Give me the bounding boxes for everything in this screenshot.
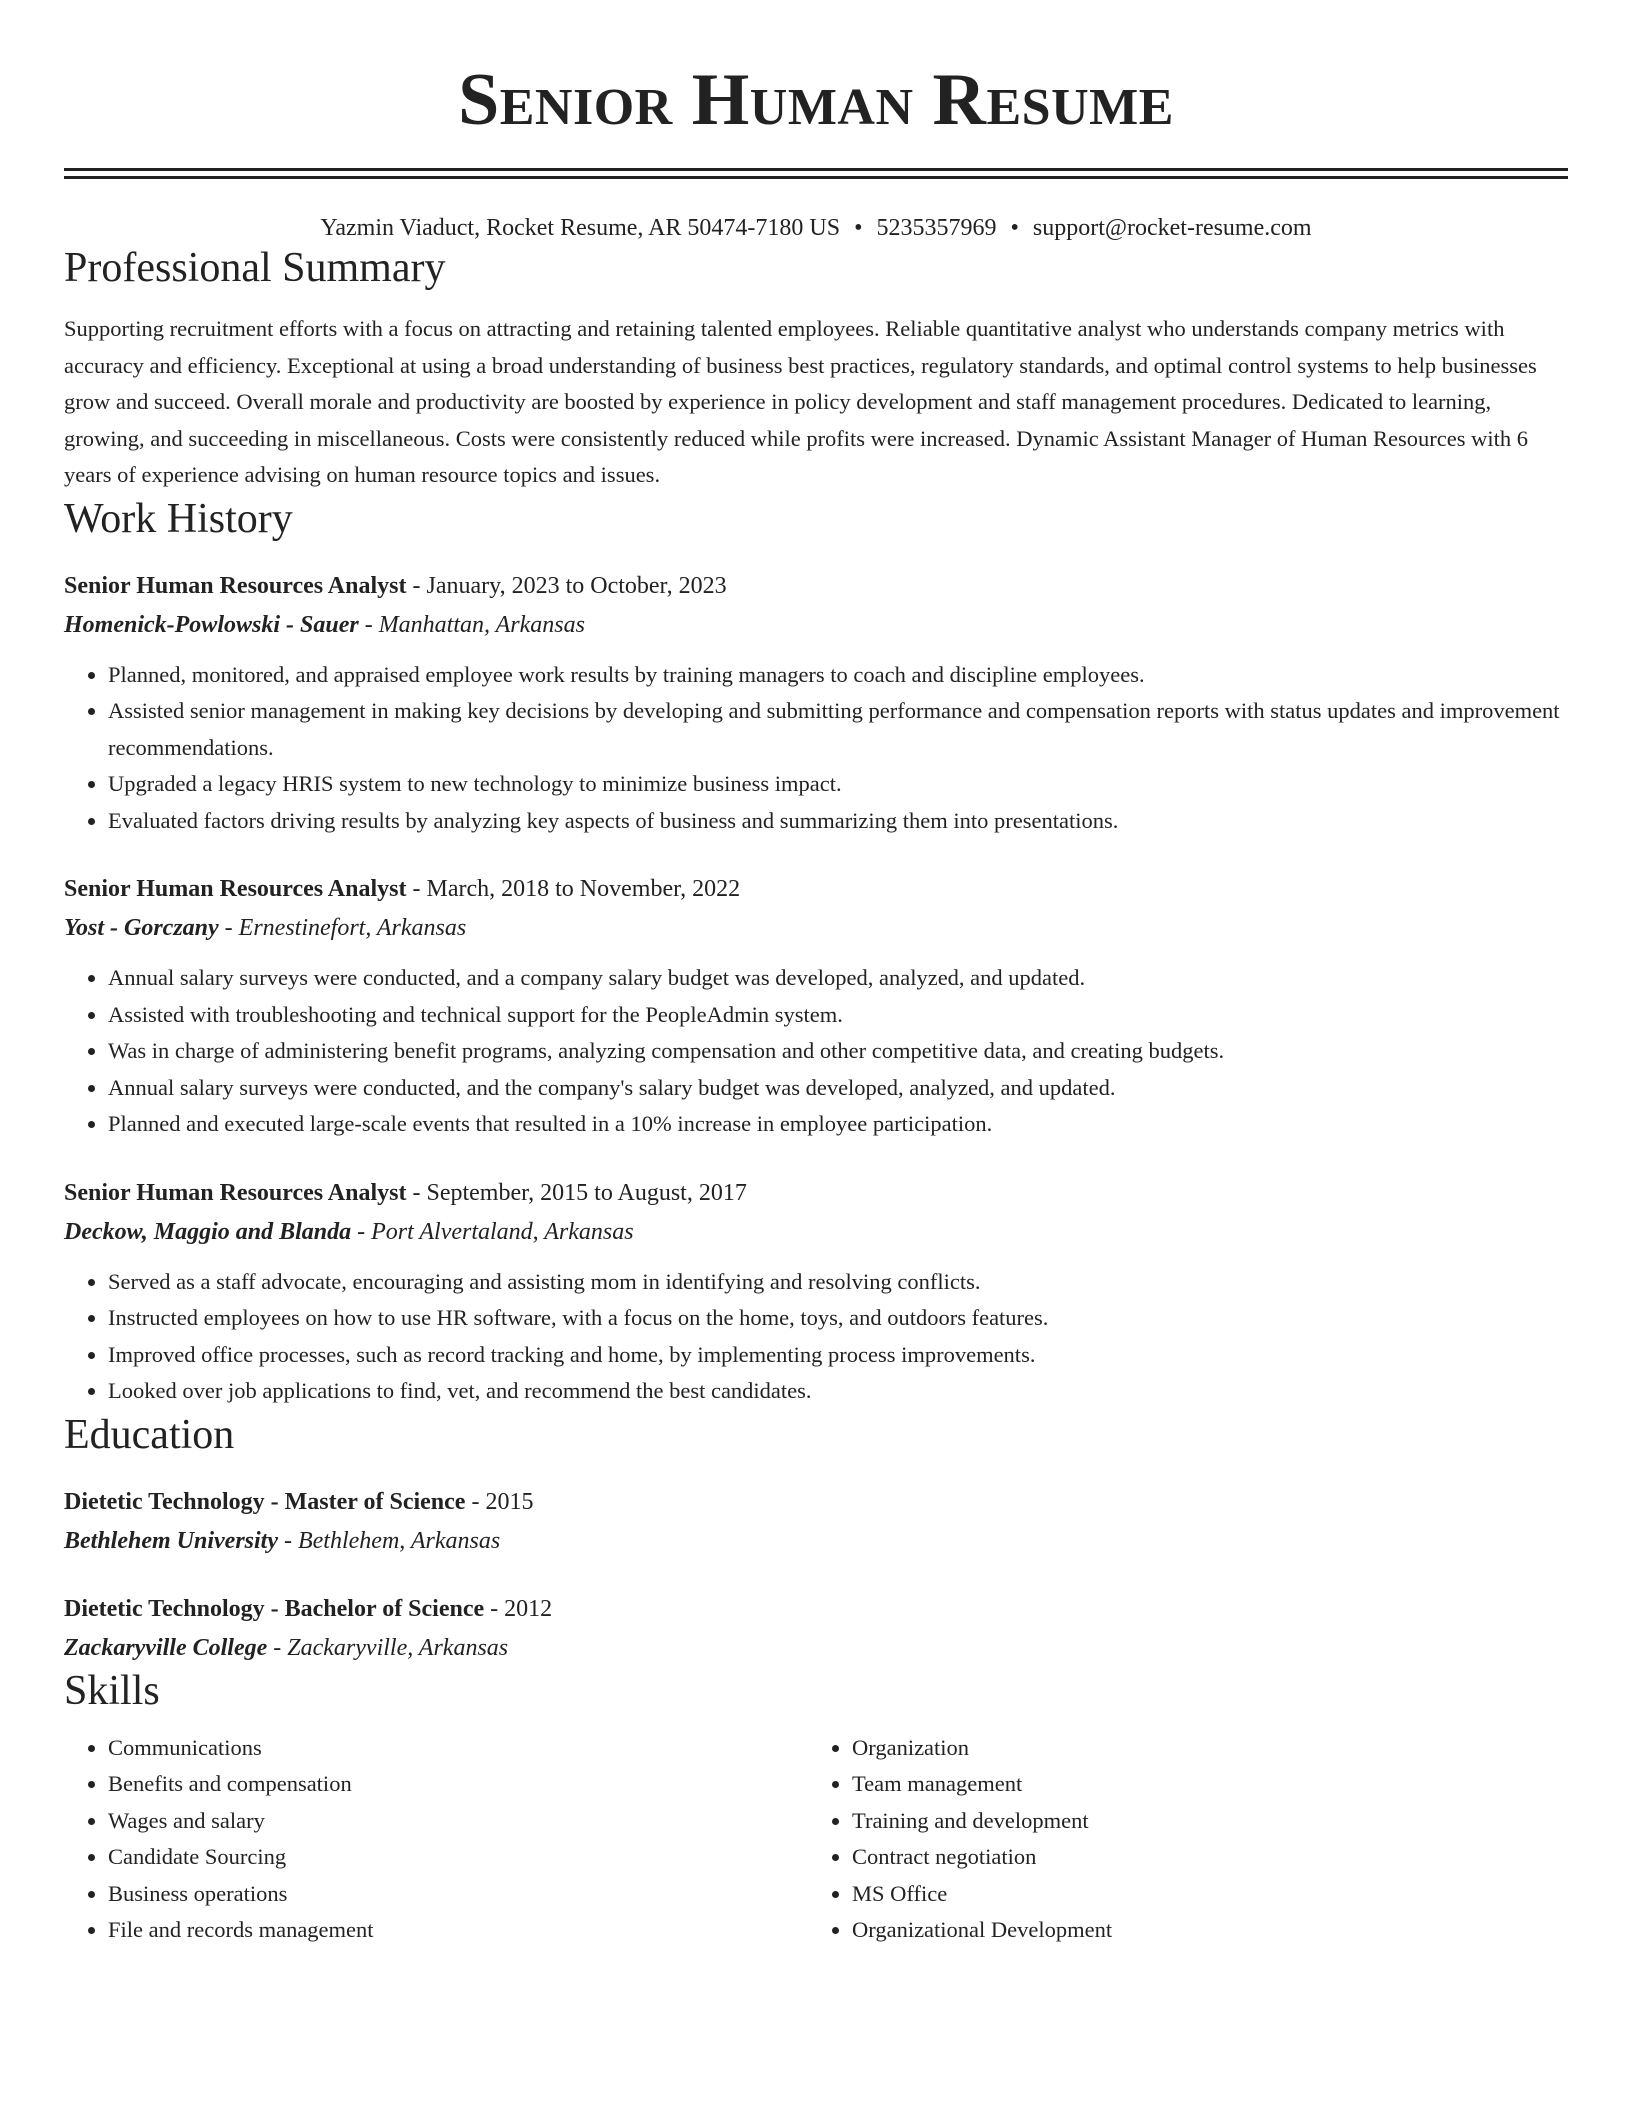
job-bullet: • Upgraded a legacy HRIS system to new technology to minimize business impact. bbox=[108, 766, 1568, 803]
skill-item: • Team management bbox=[852, 1766, 1552, 1803]
job-bullet: • Annual salary surveys were conducted, and the company's salary budget was developed, analyzed, and updated. bbox=[108, 1070, 1568, 1107]
education-entry bbox=[64, 1484, 1568, 1559]
dash: - bbox=[465, 1488, 486, 1515]
skills-list bbox=[64, 1730, 1568, 1949]
skills-column-left bbox=[64, 1730, 808, 1949]
job-company-line bbox=[64, 607, 1568, 643]
resume-name: Senior Human Resume bbox=[458, 59, 1174, 141]
job-location: Manhattan, Arkansas bbox=[378, 611, 585, 638]
contact-phone: 5235357969 bbox=[876, 215, 997, 241]
job-company: Yost - Gorczany bbox=[64, 915, 219, 941]
education-degree: Dietetic Technology - Master of Science bbox=[64, 1488, 466, 1515]
dash: - bbox=[277, 1527, 298, 1554]
header-divider bbox=[64, 168, 1568, 179]
contact-address: Yazmin Viaduct, Rocket Resume, AR 50474-7180 US bbox=[320, 215, 841, 241]
contact-line bbox=[64, 213, 1568, 243]
job-bullet: • Planned, monitored, and appraised employee work results by training managers to coach and discipline employees. bbox=[108, 657, 1568, 694]
contact-email: support@rocket-resume.com bbox=[1032, 215, 1312, 241]
job-company: Deckow, Maggio and Blanda bbox=[64, 1218, 352, 1245]
skill-item: • Business operations bbox=[108, 1876, 808, 1913]
dash: - bbox=[406, 1179, 427, 1206]
dash: - bbox=[484, 1595, 505, 1622]
job-role: Senior Human Resources Analyst bbox=[64, 876, 407, 902]
education-degree: Dietetic Technology - Bachelor of Science bbox=[64, 1595, 485, 1622]
section-title-work-history: Work History bbox=[64, 495, 293, 542]
job-bullet: • Evaluated factors driving results by analyzing key aspects of business and summarizing them into presentations. bbox=[108, 803, 1568, 840]
dash: - bbox=[406, 572, 427, 599]
job-title-line bbox=[64, 1175, 1568, 1211]
job-bullets bbox=[64, 960, 1568, 1143]
education-location: Bethlehem, Arkansas bbox=[297, 1527, 501, 1554]
job-entry bbox=[64, 871, 1568, 1143]
dash: - bbox=[358, 611, 379, 638]
skill-item: • Benefits and compensation bbox=[108, 1766, 808, 1803]
section-title-education: Education bbox=[64, 1411, 235, 1458]
job-company-line bbox=[64, 910, 1568, 946]
skill-item: • MS Office bbox=[852, 1876, 1552, 1913]
summary-text: Supporting recruitment efforts with a focus on attracting and retaining talented employees. Reliable quantitative analyst who understands company metrics with accuracy and efficiency. Exceptional at using a broad understanding of business best practices, regulatory standards, and optimal control systems to help businesses grow and succeed. Overall morale and productivity are boosted by experience in policy development and staff management procedures. Dedicated to learning, growing, and succeeding in miscellaneous. Costs were consistently reduced while profits were increased. Dynamic Assistant Manager of Human Resources with 6 years of experience advising on human resource topics and issues. bbox=[64, 316, 1537, 487]
job-bullet: • Planned and executed large-scale events that resulted in a 10% increase in employee participation. bbox=[108, 1106, 1568, 1143]
section-title-summary: Professional Summary bbox=[64, 245, 446, 291]
education-degree-line bbox=[64, 1591, 1568, 1627]
job-role: Senior Human Resources Analyst bbox=[64, 572, 407, 599]
job-bullets bbox=[64, 1264, 1568, 1410]
job-location: Ernestinefort, Arkansas bbox=[238, 915, 467, 941]
education-year: 2012 bbox=[504, 1595, 553, 1622]
education-school: Zackaryville College bbox=[64, 1634, 268, 1661]
skill-item: • Contract negotiation bbox=[852, 1839, 1552, 1876]
dash: - bbox=[406, 876, 427, 902]
dash: - bbox=[267, 1634, 288, 1661]
education-school-line bbox=[64, 1630, 1568, 1666]
job-title-line bbox=[64, 568, 1568, 604]
skill-item: • File and records management bbox=[108, 1912, 808, 1949]
job-entry bbox=[64, 1175, 1568, 1410]
job-bullets bbox=[64, 657, 1568, 840]
education-entry bbox=[64, 1591, 1568, 1666]
job-company: Homenick-Powlowski - Sauer bbox=[64, 611, 359, 638]
job-bullet: • Assisted senior management in making key decisions by developing and submitting performance and compensation reports with status updates and improvement recommendations. bbox=[108, 693, 1568, 766]
job-bullet: • Served as a staff advocate, encouraging and assisting mom in identifying and resolving conflicts. bbox=[108, 1264, 1568, 1301]
skill-item: • Organizational Development bbox=[852, 1912, 1552, 1949]
skill-item: • Candidate Sourcing bbox=[108, 1839, 808, 1876]
job-location: Port Alvertaland, Arkansas bbox=[371, 1218, 634, 1245]
dash: - bbox=[218, 915, 239, 941]
job-title-line bbox=[64, 871, 1568, 907]
section-title-skills: Skills bbox=[64, 1667, 160, 1714]
skill-item: • Training and development bbox=[852, 1803, 1552, 1840]
job-bullet: • Annual salary surveys were conducted, and a company salary budget was developed, analyzed, and updated. bbox=[108, 960, 1568, 997]
job-bullet: • Was in charge of administering benefit programs, analyzing compensation and other competitive data, and creating budgets. bbox=[108, 1033, 1568, 1070]
education-school-line bbox=[64, 1523, 1568, 1559]
education-location: Zackaryville, Arkansas bbox=[287, 1634, 509, 1661]
job-dates: March, 2018 to November, 2022 bbox=[426, 876, 741, 902]
contact-separator: • bbox=[854, 215, 863, 241]
job-bullet: • Instructed employees on how to use HR software, with a focus on the home, toys, and outdoors features. bbox=[108, 1300, 1568, 1337]
skill-item: • Organization bbox=[852, 1730, 1552, 1767]
education-school: Bethlehem University bbox=[64, 1527, 278, 1554]
education-degree-line bbox=[64, 1484, 1568, 1520]
contact-separator: • bbox=[1010, 215, 1019, 241]
job-bullet: • Assisted with troubleshooting and technical support for the PeopleAdmin system. bbox=[108, 997, 1568, 1034]
education-year: 2015 bbox=[485, 1488, 534, 1515]
job-entry bbox=[64, 568, 1568, 840]
skills-column-right bbox=[808, 1730, 1552, 1949]
skill-item: • Communications bbox=[108, 1730, 808, 1767]
dash: - bbox=[351, 1218, 372, 1245]
job-company-line bbox=[64, 1214, 1568, 1250]
job-bullet: • Looked over job applications to find, vet, and recommend the best candidates. bbox=[108, 1373, 1568, 1410]
skill-item: • Wages and salary bbox=[108, 1803, 808, 1840]
job-dates: January, 2023 to October, 2023 bbox=[426, 572, 727, 599]
job-role: Senior Human Resources Analyst bbox=[64, 1179, 407, 1206]
job-bullet: • Improved office processes, such as record tracking and home, by implementing process improvements. bbox=[108, 1337, 1568, 1374]
job-dates: September, 2015 to August, 2017 bbox=[426, 1179, 747, 1206]
